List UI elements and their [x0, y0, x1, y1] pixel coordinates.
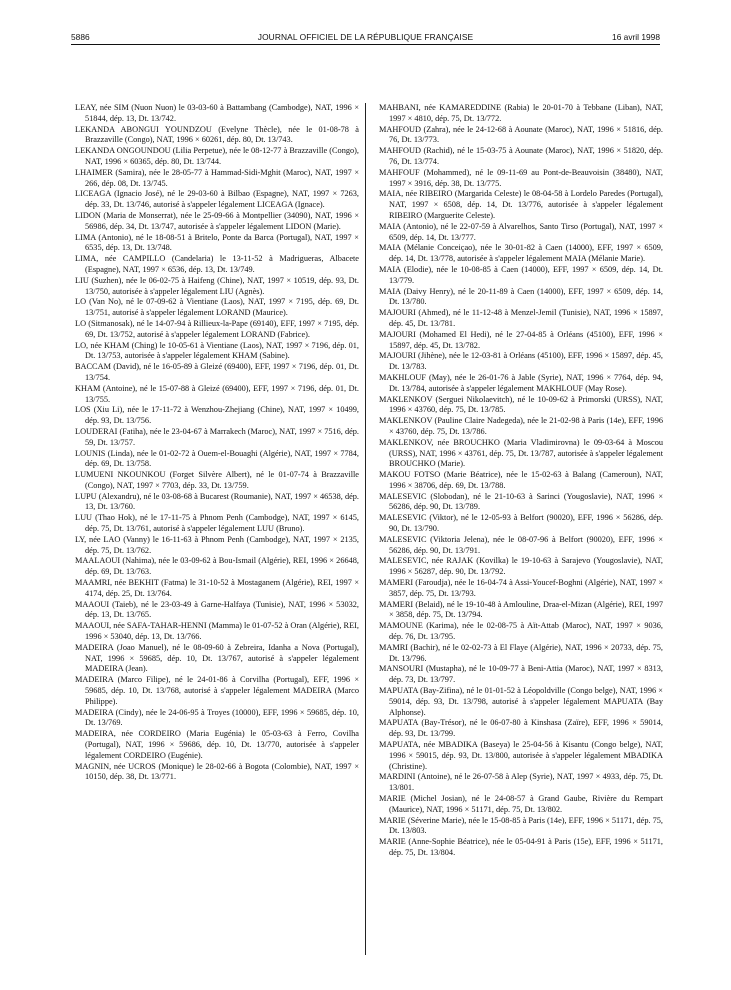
list-item: LEAY, née SIM (Nuon Nuon) le 03-03-60 à Battambang (Cambodge), NAT, 1996 × 51844, dép. 13, Dt. 13/742. [75, 103, 359, 123]
right-column [379, 103, 663, 859]
list-item: MAMERI (Belaid), né le 19-10-48 à Amlouline, Draa-el-Mizan (Algérie), REI, 1997 × 3858, dép. 75, Dt. 13/794. [379, 599, 663, 620]
list-item: LO, née KHAM (Ching) le 10-05-61 à Vientiane (Laos), NAT, 1997 × 7196, dép. 01, Dt. 13/753, autorisée à s'appeler légalement KHAM (Sabine). [75, 340, 359, 361]
list-item: MAIA, née RIBEIRO (Margarida Celeste) le 08-04-58 à Lordelo Paredes (Portugal), NAT, 1997 × 6508, dép. 14, Dt. 13/776, autorisée à s'appeler légalement RIBEIRO (Marguerite Celeste). [379, 189, 663, 220]
list-item: MAHBANI, née KAMAREDDINE (Rabia) le 20-01-70 à Tebbane (Liban), NAT, 1997 × 4810, dép. 75, Dt. 13/772. [379, 103, 663, 123]
issue-date: 16 avril 1998 [612, 32, 660, 42]
list-item: MALESEVIC, née RAJAK (Kovilka) le 19-10-63 à Sarajevo (Yougoslavie), NAT, 1996 × 56287, dép. 90, Dt. 13/792. [379, 556, 663, 577]
list-item: MAJOURI (Jihène), née le 12-03-81 à Orléans (45100), EFF, 1996 × 15897, dép. 45, Dt. 13/783. [379, 351, 663, 372]
page-number: 5886 [71, 32, 90, 42]
list-item: MAIA (Daivy Henry), né le 20-11-89 à Caen (14000), EFF, 1997 × 6509, dép. 14, Dt. 13/780. [379, 286, 663, 307]
column-divider [365, 103, 366, 955]
header-rule [71, 44, 660, 45]
list-item: MAKLENKOV (Pauline Claire Nadegeda), née le 21-02-98 à Paris (14e), EFF, 1996 × 43760, dép. 75, Dt. 13/786. [379, 416, 663, 436]
list-item: MAJOURI (Ahmed), né le 11-12-48 à Menzel-Jemil (Tunisie), NAT, 1996 × 15897, dép. 45, Dt. 13/781. [379, 308, 663, 328]
list-item: MALESEVIC (Viktor), né le 12-05-93 à Belfort (90020), EFF, 1996 × 56286, dép. 90, Dt. 13/790. [379, 513, 663, 534]
list-item: MAJOURI (Mohamed El Hedi), né le 27-04-85 à Orléans (45100), EFF, 1996 × 15897, dép. 45, Dt. 13/782. [379, 329, 663, 350]
list-item: MALESEVIC (Slobodan), né le 21-10-63 à Sarinci (Yougoslavie), NAT, 1996 × 56286, dép. 90, Dt. 13/789. [379, 491, 663, 512]
list-item: MAPUATA, née MBADIKA (Baseya) le 25-04-56 à Kisantu (Congo belge), NAT, 1996 × 59015, dép. 93, Dt. 13/800, autorisée à s'appeler légalement MBADIKA (Christine). [379, 740, 663, 771]
list-item: LIMA (Antonio), né le 18-08-51 à Britelo, Ponte da Barca (Portugal), NAT, 1997 × 6535, dép. 13, Dt. 13/748. [75, 232, 359, 253]
list-item: MAKLENKOV, née BROUCHKO (Maria Vladimirovna) le 09-03-64 à Moscou (URSS), NAT, 1996 × 43761, dép. 75, Dt. 13/787, autorisée à s'appeler légalement BROUCHKO (Marie). [379, 437, 664, 469]
list-item: MAKOU FOTSO (Marie Béatrice), née le 15-02-63 à Balang (Cameroun), NAT, 1996 × 38706, dép. 69, Dt. 13/788. [379, 470, 663, 490]
list-item: LIU (Suzhen), née le 06-02-75 à Haifeng (Chine), NAT, 1997 × 10519, dép. 93, Dt. 13/750, autorisée à s'appeler légalement LIU (Agnès). [75, 275, 359, 296]
left-column [75, 103, 359, 783]
list-item: MAPUATA (Bay-Trésor), né le 06-07-80 à Kinshasa (Zaïre), EFF, 1996 × 59014, dép. 93, Dt. 13/799. [379, 718, 663, 739]
list-item: LO (Sitmanosak), né le 14-07-94 à Rillieux-la-Pape (69140), EFF, 1997 × 7195, dép. 69, Dt. 13/752, autorisé à s'appeler légalement LORAND (Fabrice). [75, 318, 359, 339]
list-item: MANSOURI (Mustapha), né le 10-09-77 à Beni-Attia (Maroc), NAT, 1997 × 8313, dép. 73, Dt. 13/797. [379, 664, 663, 685]
list-item: MAAMRI, née BEKHIT (Fatma) le 31-10-52 à Mostaganem (Algérie), REI, 1997 × 4174, dép. 25, Dt. 13/764. [75, 578, 359, 598]
list-item: MADEIRA (Marco Filipe), né le 24-01-86 à Corvilha (Portugal), EFF, 1996 × 59685, dép. 10, Dt. 13/768, autorisé à s'appeler légalement MADEIRA (Marco Philippe). [75, 675, 359, 706]
list-item: MAHFOUD (Zahra), née le 24-12-68 à Aounate (Maroc), NAT, 1996 × 51816, dép. 76, Dt. 13/773. [379, 124, 663, 145]
list-item: MADEIRA, née CORDEIRO (Maria Eugénia) le 05-03-63 à Ferro, Covilha (Portugal), NAT, 1996 × 59686, dép. 10, Dt. 13/770, autorisée à s'appeler légalement CORDEIRO (Eugénie). [75, 729, 359, 760]
list-item: KHAM (Antoine), né le 15-07-88 à Gleizé (69400), EFF, 1997 × 7196, dép. 01, Dt. 13/755. [75, 383, 359, 404]
list-item: LIDON (Maria de Monserrat), née le 25-09-66 à Montpellier (34090), NAT, 1996 × 56986, dép. 34, Dt. 13/747, autorisée à s'appeler légalement LIDON (Marie). [75, 210, 359, 231]
list-item: MAGNIN, née UCROS (Monique) le 28-02-66 à Bogota (Colombie), NAT, 1997 × 10150, dép. 38, Dt. 13/771. [75, 761, 359, 782]
list-item: MAIA (Antonio), né le 22-07-59 à Alvarelhos, Santo Tirso (Portugal), NAT, 1997 × 6509, dép. 14, Dt. 13/777. [379, 221, 663, 242]
list-item: LUU (Thao Hok), né le 17-11-75 à Phnom Penh (Cambodge), NAT, 1997 × 6145, dép. 75, Dt. 13/761, autorisé à s'appeler légalement LUU (Bruno). [75, 513, 359, 534]
list-item: LOUNIS (Linda), née le 01-02-72 à Ouem-el-Bouaghi (Algérie), NAT, 1997 × 7784, dép. 69, Dt. 13/758. [75, 448, 359, 469]
list-item: MALESEVIC (Viktoria Jelena), née le 08-07-96 à Belfort (90020), EFF, 1996 × 56286, dép. 90, Dt. 13/791. [379, 534, 663, 555]
list-item: MAKHLOUF (May), née le 26-01-76 à Jable (Syrie), NAT, 1996 × 7764, dép. 94, Dt. 13/784, autorisée à s'appeler légalement MAKHLOUF (May Rose). [379, 372, 663, 393]
list-item: MAPUATA (Bay-Zifina), né le 01-01-52 à Léopoldville (Congo belge), NAT, 1996 × 59014, dép. 93, Dt. 13/798, autorisé à s'appeler légalement MAPUATA (Bay Alphonse). [379, 686, 663, 717]
list-item: MARIE (Séverine Marie), née le 15-08-85 à Paris (14e), EFF, 1996 × 51171, dép. 75, Dt. 13/803. [379, 815, 663, 836]
list-item: MARDINI (Antoine), né le 26-07-58 à Alep (Syrie), NAT, 1997 × 4933, dép. 75, Dt. 13/801. [379, 772, 663, 793]
list-item: MAHFOUF (Mohammed), né le 09-11-69 au Pont-de-Beauvoisin (38480), NAT, 1997 × 3916, dép. 38, Dt. 13/775. [379, 167, 663, 188]
list-item: LY, née LAO (Vanny) le 16-11-63 à Phnom Penh (Cambodge), NAT, 1997 × 2135, dép. 75, Dt. 13/762. [75, 534, 359, 555]
list-item: MAIA (Mélanie Conceiçao), née le 30-01-82 à Caen (14000), EFF, 1997 × 6509, dép. 14, Dt. 13/778, autorisée à s'appeler légalement MAIA (Mélanie Marie). [379, 243, 663, 264]
list-item: MAMRI (Bachir), né le 02-02-73 à El Flaye (Algérie), NAT, 1996 × 20733, dép. 75, Dt. 13/796. [379, 642, 663, 663]
list-item: MAAOUI (Taieb), né le 23-03-49 à Garne-Halfaya (Tunisie), NAT, 1996 × 53032, dép. 13, Dt. 13/765. [75, 599, 359, 620]
list-item: LIMA, née CAMPILLO (Candelaria) le 13-11-52 à Madrigueras, Albacete (Espagne), NAT, 1997 × 6536, dép. 13, Dt. 13/749. [75, 254, 359, 274]
list-item: MADEIRA (Joao Manuel), né le 08-09-60 à Zebreira, Idanha a Nova (Portugal), NAT, 1996 × 59685, dép. 10, Dt. 13/767, autorisé à s'appeler légalement MADEIRA (Jean). [75, 642, 359, 674]
list-item: MAHFOUD (Rachid), né le 15-03-75 à Aounate (Maroc), NAT, 1996 × 51820, dép. 76, Dt. 13/774. [379, 146, 663, 166]
list-item: BACCAM (David), né le 16-05-89 à Gleizé (69400), EFF, 1997 × 7196, dép. 01, Dt. 13/754. [75, 362, 359, 382]
list-item: LO (Van No), né le 07-09-62 à Vientiane (Laos), NAT, 1997 × 7195, dép. 69, Dt. 13/751, autorisé à s'appeler légalement LORAND (Maurice). [75, 297, 359, 318]
list-item: MAIA (Elodie), née le 10-08-85 à Caen (14000), EFF, 1997 × 6509, dép. 14, Dt. 13/779. [379, 264, 663, 285]
journal-title: JOURNAL OFFICIEL DE LA RÉPUBLIQUE FRANÇAISE [257, 32, 474, 42]
list-item: LEKANDA ONGOUNDOU (Lilia Perpetue), née le 08-12-77 à Brazzaville (Congo), NAT, 1996 × 60365, dép. 80, Dt. 13/744. [75, 146, 359, 166]
list-item: LEKANDA ABONGUI YOUNDZOU (Evelyne Thècle), née le 01-08-78 à Brazzaville (Congo), NAT, 1996 × 60261, dép. 80, Dt. 13/743. [75, 124, 359, 145]
list-item: LHAIMER (Samira), née le 28-05-77 à Hammad-Sidi-Mghit (Maroc), NAT, 1997 × 266, dép. 08, Dt. 13/745. [75, 167, 359, 188]
list-item: LUMUENI NKOUNKOU (Forget Silvère Albert), né le 01-07-74 à Brazzaville (Congo), NAT, 1997 × 7703, dép. 33, Dt. 13/759. [75, 470, 359, 490]
list-item: LUPU (Alexandru), né le 03-08-68 à Bucarest (Roumanie), NAT, 1997 × 46538, dép. 13, Dt. 13/760. [75, 491, 359, 512]
list-item: MARIE (Anne-Sophie Béatrice), née le 05-04-91 à Paris (15e), EFF, 1996 × 51171, dép. 75, Dt. 13/804. [379, 837, 663, 857]
list-item: MAMOUNE (Karima), née le 02-08-75 à Aït-Attab (Maroc), NAT, 1997 × 9036, dép. 76, Dt. 13/795. [379, 621, 663, 642]
list-item: LOS (Xiu Li), née le 17-11-72 à Wenzhou-Zhejiang (Chine), NAT, 1997 × 10499, dép. 93, Dt. 13/756. [75, 405, 359, 426]
list-item: LOUDERAI (Fatiha), née le 23-04-67 à Marrakech (Maroc), NAT, 1997 × 7516, dép. 59, Dt. 13/757. [75, 426, 359, 447]
list-item: MADEIRA (Cindy), née le 24-06-95 à Troyes (10000), EFF, 1996 × 59685, dép. 10, Dt. 13/769. [75, 707, 359, 728]
list-item: LICEAGA (Ignacio José), né le 29-03-60 à Bilbao (Espagne), NAT, 1997 × 7263, dép. 33, Dt. 13/746, autorisé à s'appeler légalement LICEAGA (Ignace). [75, 189, 359, 210]
list-item: MARIE (Michel Josian), né le 24-08-57 à Grand Gaube, Rivière du Rempart (Maurice), NAT, 1996 × 51171, dép. 75, Dt. 13/802. [379, 794, 663, 814]
list-item: MAMERI (Faroudja), née le 16-04-74 à Assi-Youcef-Boghni (Algérie), NAT, 1997 × 3857, dép. 75, Dt. 13/793. [379, 578, 663, 598]
list-item: MAALAOUI (Nahima), née le 03-09-62 à Bou-Ismail (Algérie), REI, 1996 × 26648, dép. 69, Dt. 13/763. [75, 556, 359, 577]
list-item: MAKLENKOV (Serguei Nikolaevitch), né le 10-09-62 à Primorski (URSS), NAT, 1996 × 43760, dép. 75, Dt. 13/785. [379, 394, 663, 415]
list-item: MAAOUI, née SAFA-TAHAR-HENNI (Mamma) le 01-07-52 à Oran (Algérie), REI, 1996 × 53040, dép. 13, Dt. 13/766. [75, 621, 359, 642]
